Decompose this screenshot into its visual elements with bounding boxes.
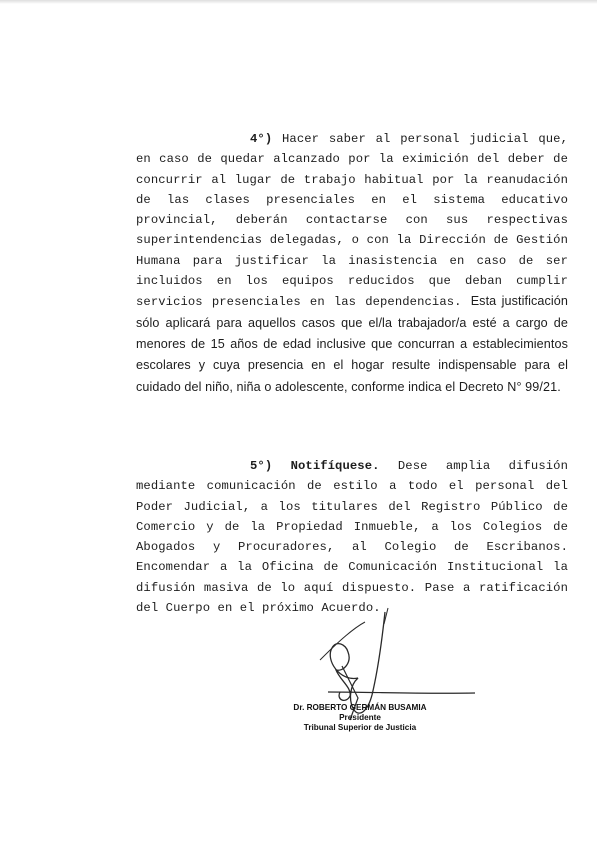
paragraph-4 — [136, 129, 568, 398]
signatory-name: Dr. ROBERTO GERMÁN BUSAMIA — [293, 703, 427, 712]
paragraph-4-emphasis: Esta justificación sólo aplicará para aquellos casos que el/la trabajador/a esté a cargo de menores de 15 años de edad inclusive que concurran a establecimientos escolares y cuya presencia en el hogar resulte indispensable para el cuidado del niño, niña o adolescente, conforme indica el Decreto N° 99/21. — [136, 294, 568, 394]
paragraph-5-text: Dese amplia difusión mediante comunicación de estilo a todo el personal del Poder Judicial, a los titulares del Registro Público de Comercio y de la Propiedad Inmueble, a los Colegios de Abogados y Procuradores, al Colegio de Escribanos. Encomendar a la Oficina de Comunicación Institucional la difusión masiva de lo aquí dispuesto. Pase a ratificación del Cuerpo en el próximo Acuerdo. — [136, 459, 568, 616]
paragraph-5 — [136, 456, 568, 618]
paragraph-4-number: 4°) — [250, 132, 273, 146]
scan-edge — [0, 0, 597, 4]
paragraph-5-number: 5°) — [250, 459, 273, 473]
signatory-court: Tribunal Superior de Justicia — [303, 723, 417, 732]
paragraph-4-text: Hacer saber al personal judicial que, en caso de quedar alcanzado por la eximición del deber de concurrir al lugar de trabajo habitual por la reanudación de las clases presenciales en el sistema educativo provincial, deberán contactarse con sus respectivas superintendencias delegadas, o con la Dirección de Gestión Humana para justificar la inasistencia en caso de ser incluidos en los equipos reducidos que deban cumplir servicios presenciales en las dependencias. — [136, 132, 568, 310]
paragraph-5-heading: Notifíquese. — [290, 459, 380, 473]
signatory-role: Presidente — [339, 713, 381, 722]
